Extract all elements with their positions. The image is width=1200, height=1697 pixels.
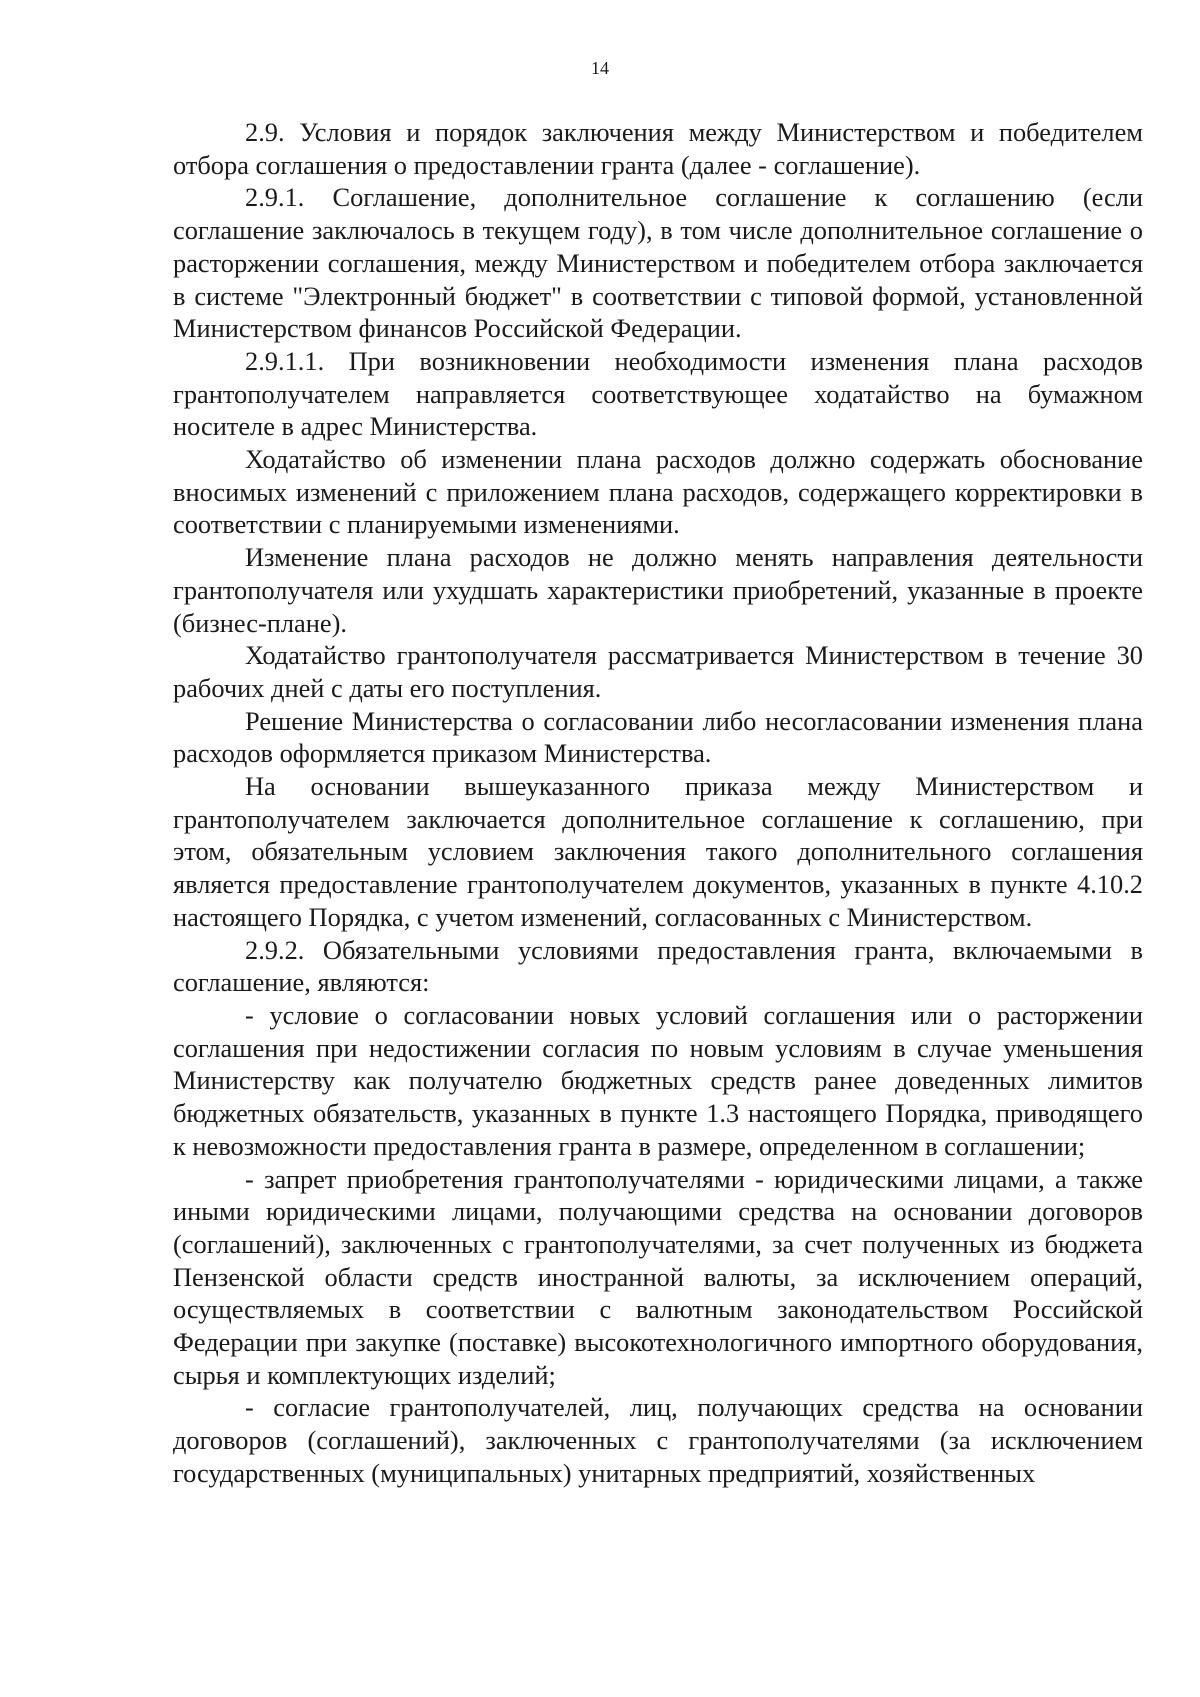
list-item-currency-ban: - запрет приобретения грантополучателями - юридическими лицами, а также иными юридическими лицами, получающими средства на основании договоров (соглашений), заключенных с грантополучателями, за счет полученных из бюджета Пензенской области средств иностранной валюты, за исключением операций, осуществляемых в соответствии с валютным законодательством Российской Федерации при закупке (поставке) высокотехнологичного импортного оборудования, сырья и комплектующих изделий; <box>173 1163 1143 1390</box>
page-number: 14 <box>591 58 609 78</box>
paragraph-additional-agreement: На основании вышеуказанного приказа между Министерством и грантополучателем заключается дополнительное соглашение к соглашению, при этом, обязательным условием заключения такого дополнительного соглашения является предоставление грантополучателем документов, указанных в пункте 4.10.2 настоящего Порядка, с учетом изменений, согласованных с Министерством. <box>173 771 1143 932</box>
paragraph-ministry-decision: Решение Министерства о согласовании либо несогласовании изменения плана расходов оформляется приказом Министерства. <box>173 705 1143 769</box>
paragraph-petition-content: Ходатайство об изменении плана расходов должно содержать обоснование вносимых изменений с приложением плана расходов, содержащего корректировки в соответствии с планируемыми изменениями. <box>173 444 1143 540</box>
paragraph-petition-review: Ходатайство грантополучателя рассматривается Министерством в течение 30 рабочих дней с даты его поступления. <box>173 640 1143 703</box>
paragraph-2-9-1: 2.9.1. Соглашение, дополнительное соглашение к соглашению (если соглашение заключалось в текущем году), в том числе дополнительное соглашение о расторжении соглашения, между Министерством и победителем отбора заключается в системе "Электронный бюджет" в соответствии с типовой формой, установленной Министерством финансов Российской Федерации. <box>173 182 1143 344</box>
paragraph-plan-change-limits: Изменение плана расходов не должно менять направления деятельности грантополучателя или ухудшать характеристики приобретений, указанные в проекте (бизнес-плане). <box>173 542 1143 638</box>
list-item-consent: - согласие грантополучателей, лиц, получающих средства на основании договоров (соглашений), заключенных с грантополучателями (за исключением государственных (муниципальных) унитарных предприятий, хозяйственных <box>173 1392 1143 1488</box>
paragraph-2-9: 2.9. Условия и порядок заключения между Министерством и победителем отбора соглашения о предоставлении гранта (далее - соглашение). <box>173 117 1143 180</box>
paragraph-2-9-1-1: 2.9.1.1. При возникновении необходимости изменения плана расходов грантополучателем направляется соответствующее ходатайство на бумажном носителе в адрес Министерства. <box>173 345 1143 442</box>
document-body <box>173 116 1143 1490</box>
paragraph-2-9-2: 2.9.2. Обязательными условиями предоставления гранта, включаемыми в соглашение, являются: <box>173 934 1143 998</box>
list-item-condition-renegotiation: - условие о согласовании новых условий соглашения или о расторжении соглашения при недостижении согласия по новым условиям в случае уменьшения Министерству как получателю бюджетных средств ранее доведенных лимитов бюджетных обязательств, указанных в пункте 1.3 настоящего Порядка, приводящего к невозможности предоставления гранта в размере, определенном в соглашении; <box>173 999 1143 1161</box>
